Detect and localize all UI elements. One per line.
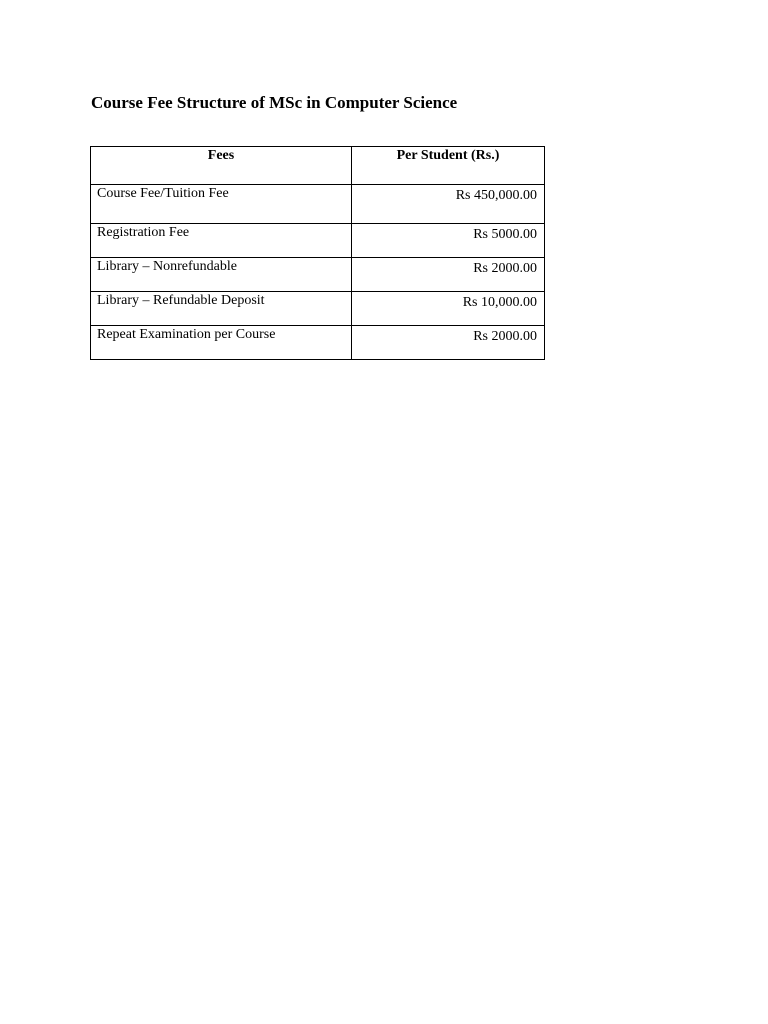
fee-label: Registration Fee <box>91 224 352 258</box>
column-header-per-student: Per Student (Rs.) <box>352 147 545 185</box>
table-row <box>91 258 545 292</box>
fee-amount: Rs 5000.00 <box>352 224 545 258</box>
fee-label: Course Fee/Tuition Fee <box>91 185 352 224</box>
table-row <box>91 326 545 360</box>
fee-table <box>90 146 545 360</box>
fee-label: Library – Refundable Deposit <box>91 292 352 326</box>
table-row <box>91 185 545 224</box>
fee-amount: Rs 450,000.00 <box>352 185 545 224</box>
fee-label: Library – Nonrefundable <box>91 258 352 292</box>
fee-amount: Rs 2000.00 <box>352 326 545 360</box>
page-title: Course Fee Structure of MSc in Computer Science <box>91 93 458 112</box>
fee-amount: Rs 10,000.00 <box>352 292 545 326</box>
column-header-fees: Fees <box>91 147 352 185</box>
table-row <box>91 292 545 326</box>
table-row <box>91 224 545 258</box>
fee-amount: Rs 2000.00 <box>352 258 545 292</box>
table-header-row <box>91 147 545 185</box>
fee-label: Repeat Examination per Course <box>91 326 352 360</box>
